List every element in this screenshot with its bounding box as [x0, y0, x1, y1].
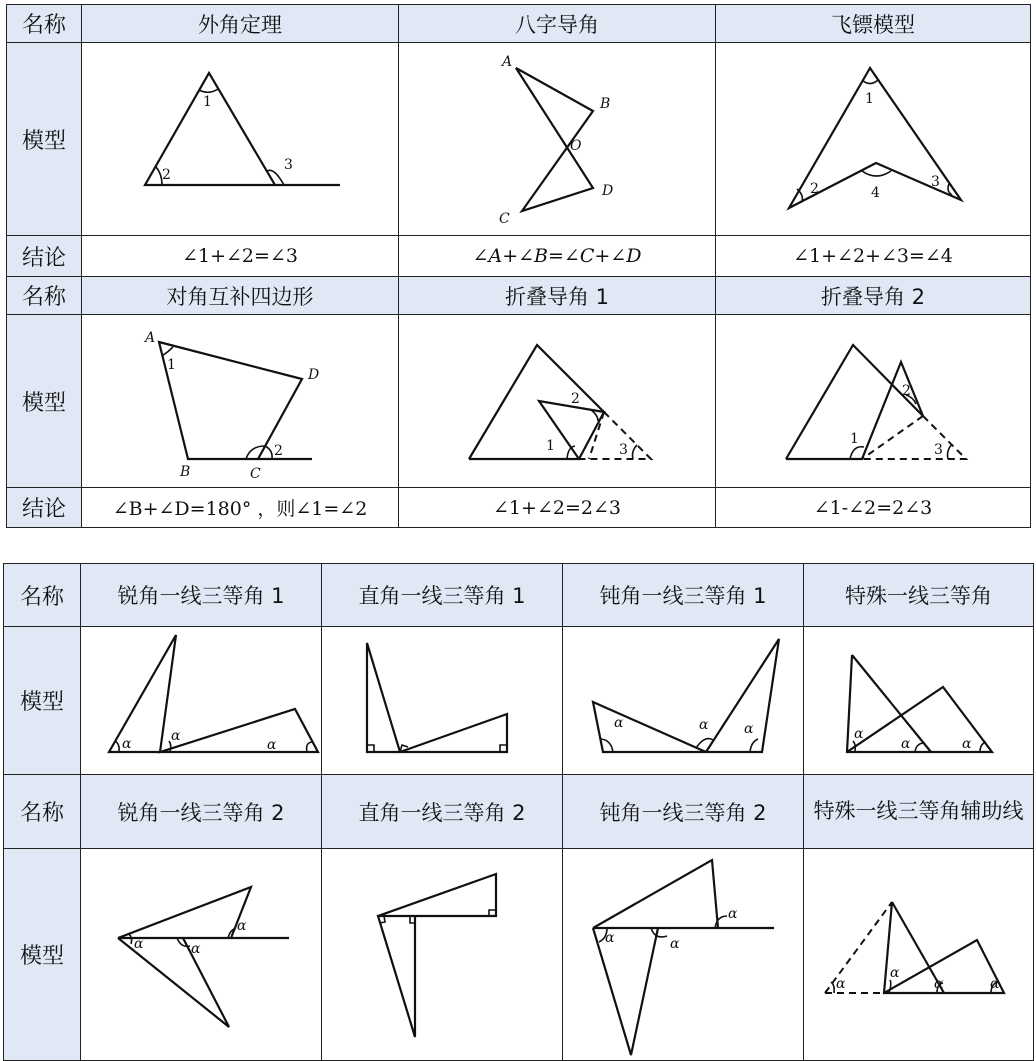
figure-cell-right-1	[322, 627, 563, 775]
label-C: C	[250, 466, 261, 482]
figure-cell-acute-2	[81, 849, 322, 1061]
label-A: A	[145, 330, 156, 346]
label-model: 模型	[7, 315, 82, 488]
label-alpha: α	[122, 736, 132, 752]
label-angle-1: 1	[203, 94, 212, 110]
label-conclusion: 结论	[7, 236, 82, 277]
label-alpha: α	[267, 737, 277, 753]
label-conclusion: 结论	[7, 488, 82, 528]
figure-cell-right-2	[322, 849, 563, 1061]
name-right-three-equal-2: 直角一线三等角 2	[322, 775, 563, 849]
label-name: 名称	[4, 775, 81, 849]
name-acute-three-equal-2: 锐角一线三等角 2	[81, 775, 322, 849]
geometry-models-table-2	[3, 563, 1034, 1061]
label-angle-1: 1	[546, 438, 555, 454]
label-angle-3: 3	[284, 157, 293, 173]
figure-cell-dart	[716, 43, 1031, 236]
label-angle-2: 2	[162, 167, 171, 183]
label-alpha: α	[854, 726, 864, 742]
figure-acute-three-equal-1	[81, 627, 322, 774]
figure-right-three-equal-1	[322, 627, 563, 774]
label-alpha: α	[934, 976, 944, 992]
figure-cell-quadrilateral	[82, 315, 399, 488]
label-angle-2: 2	[274, 443, 283, 459]
label-B: B	[180, 464, 191, 480]
label-alpha: α	[990, 976, 1000, 992]
figure-cell-fold-2	[716, 315, 1031, 488]
name-fold-angle-1: 折叠导角 1	[399, 277, 716, 315]
label-alpha: α	[614, 715, 624, 731]
figure-cell-exterior-angle	[82, 43, 399, 236]
conclusion-fold-angle-1: ∠1+∠2=2∠3	[399, 488, 716, 528]
figure-dart-model	[716, 43, 1031, 235]
label-angle-2: 2	[810, 181, 819, 197]
label-angle-3: 3	[619, 442, 628, 458]
name-special-three-equal: 特殊一线三等角	[804, 564, 1034, 627]
figure-eight-model	[399, 43, 716, 235]
name-dart-model: 飞镖模型	[716, 5, 1031, 43]
name-right-three-equal-1: 直角一线三等角 1	[322, 564, 563, 627]
figure-cell-obtuse-1	[563, 627, 804, 775]
figure-exterior-angle	[82, 43, 399, 235]
figure-supplementary-quadrilateral	[82, 315, 399, 487]
conclusion-supplementary-quadrilateral: ∠B+∠D=180° ，则∠1=∠2	[82, 488, 399, 528]
figure-cell-figure-eight	[399, 43, 716, 236]
figure-cell-special-auxiliary	[804, 849, 1034, 1061]
label-name: 名称	[7, 277, 82, 315]
name-obtuse-three-equal-1: 钝角一线三等角 1	[563, 564, 804, 627]
label-alpha: α	[670, 936, 680, 952]
label-model: 模型	[4, 849, 81, 1061]
figure-special-three-equal	[804, 627, 1034, 774]
label-angle-1: 1	[850, 431, 859, 447]
figure-cell-special	[804, 627, 1034, 775]
figure-obtuse-three-equal-1	[563, 627, 804, 774]
label-angle-1: 1	[167, 357, 176, 373]
label-angle-3: 3	[931, 174, 940, 190]
figure-acute-three-equal-2	[81, 852, 322, 1057]
conclusion-exterior-angle: ∠1+∠2=∠3	[82, 236, 399, 277]
label-angle-1: 1	[865, 91, 874, 107]
figure-cell-fold-1	[399, 315, 716, 488]
label-angle-4: 4	[871, 185, 880, 201]
label-alpha: α	[605, 930, 615, 946]
label-alpha: α	[134, 936, 144, 952]
label-D: D	[308, 367, 320, 383]
label-alpha: α	[728, 906, 738, 922]
label-alpha: α	[836, 976, 846, 992]
figure-right-three-equal-2	[322, 852, 563, 1057]
label-model: 模型	[4, 627, 81, 775]
label-alpha: α	[699, 717, 709, 733]
label-name: 名称	[7, 5, 82, 43]
label-alpha: α	[171, 728, 181, 744]
label-alpha: α	[237, 918, 247, 934]
label-B: B	[600, 96, 611, 112]
name-acute-three-equal-1: 锐角一线三等角 1	[81, 564, 322, 627]
label-alpha: α	[890, 965, 900, 981]
label-angle-2: 2	[902, 383, 911, 399]
figure-fold-angle-1	[399, 315, 716, 487]
label-D: D	[602, 183, 614, 199]
figure-cell-acute-1	[81, 627, 322, 775]
name-exterior-angle-theorem: 外角定理	[82, 5, 399, 43]
label-alpha: α	[962, 736, 972, 752]
label-C: C	[499, 211, 510, 227]
figure-obtuse-three-equal-2	[563, 852, 804, 1057]
name-obtuse-three-equal-2: 钝角一线三等角 2	[563, 775, 804, 849]
geometry-models-table-1	[6, 4, 1031, 528]
name-special-auxiliary-line: 特殊一线三等角辅助线	[804, 775, 1034, 849]
name-fold-angle-2: 折叠导角 2	[716, 277, 1031, 315]
label-alpha: α	[901, 736, 911, 752]
label-O: O	[570, 138, 582, 154]
figure-cell-obtuse-2	[563, 849, 804, 1061]
label-angle-2: 2	[571, 391, 580, 407]
label-alpha: α	[191, 941, 201, 957]
conclusion-figure-eight: ∠A+∠B=∠C+∠D	[399, 236, 716, 277]
name-figure-eight: 八字导角	[399, 5, 716, 43]
label-name: 名称	[4, 564, 81, 627]
conclusion-fold-angle-2: ∠1-∠2=2∠3	[716, 488, 1031, 528]
label-model: 模型	[7, 43, 82, 236]
label-angle-3: 3	[934, 442, 943, 458]
conclusion-dart: ∠1+∠2+∠3=∠4	[716, 236, 1031, 277]
name-supplementary-quadrilateral: 对角互补四边形	[82, 277, 399, 315]
figure-fold-angle-2	[716, 315, 1031, 487]
label-alpha: α	[744, 721, 754, 737]
figure-special-auxiliary-line	[804, 852, 1034, 1057]
label-A: A	[502, 54, 513, 70]
